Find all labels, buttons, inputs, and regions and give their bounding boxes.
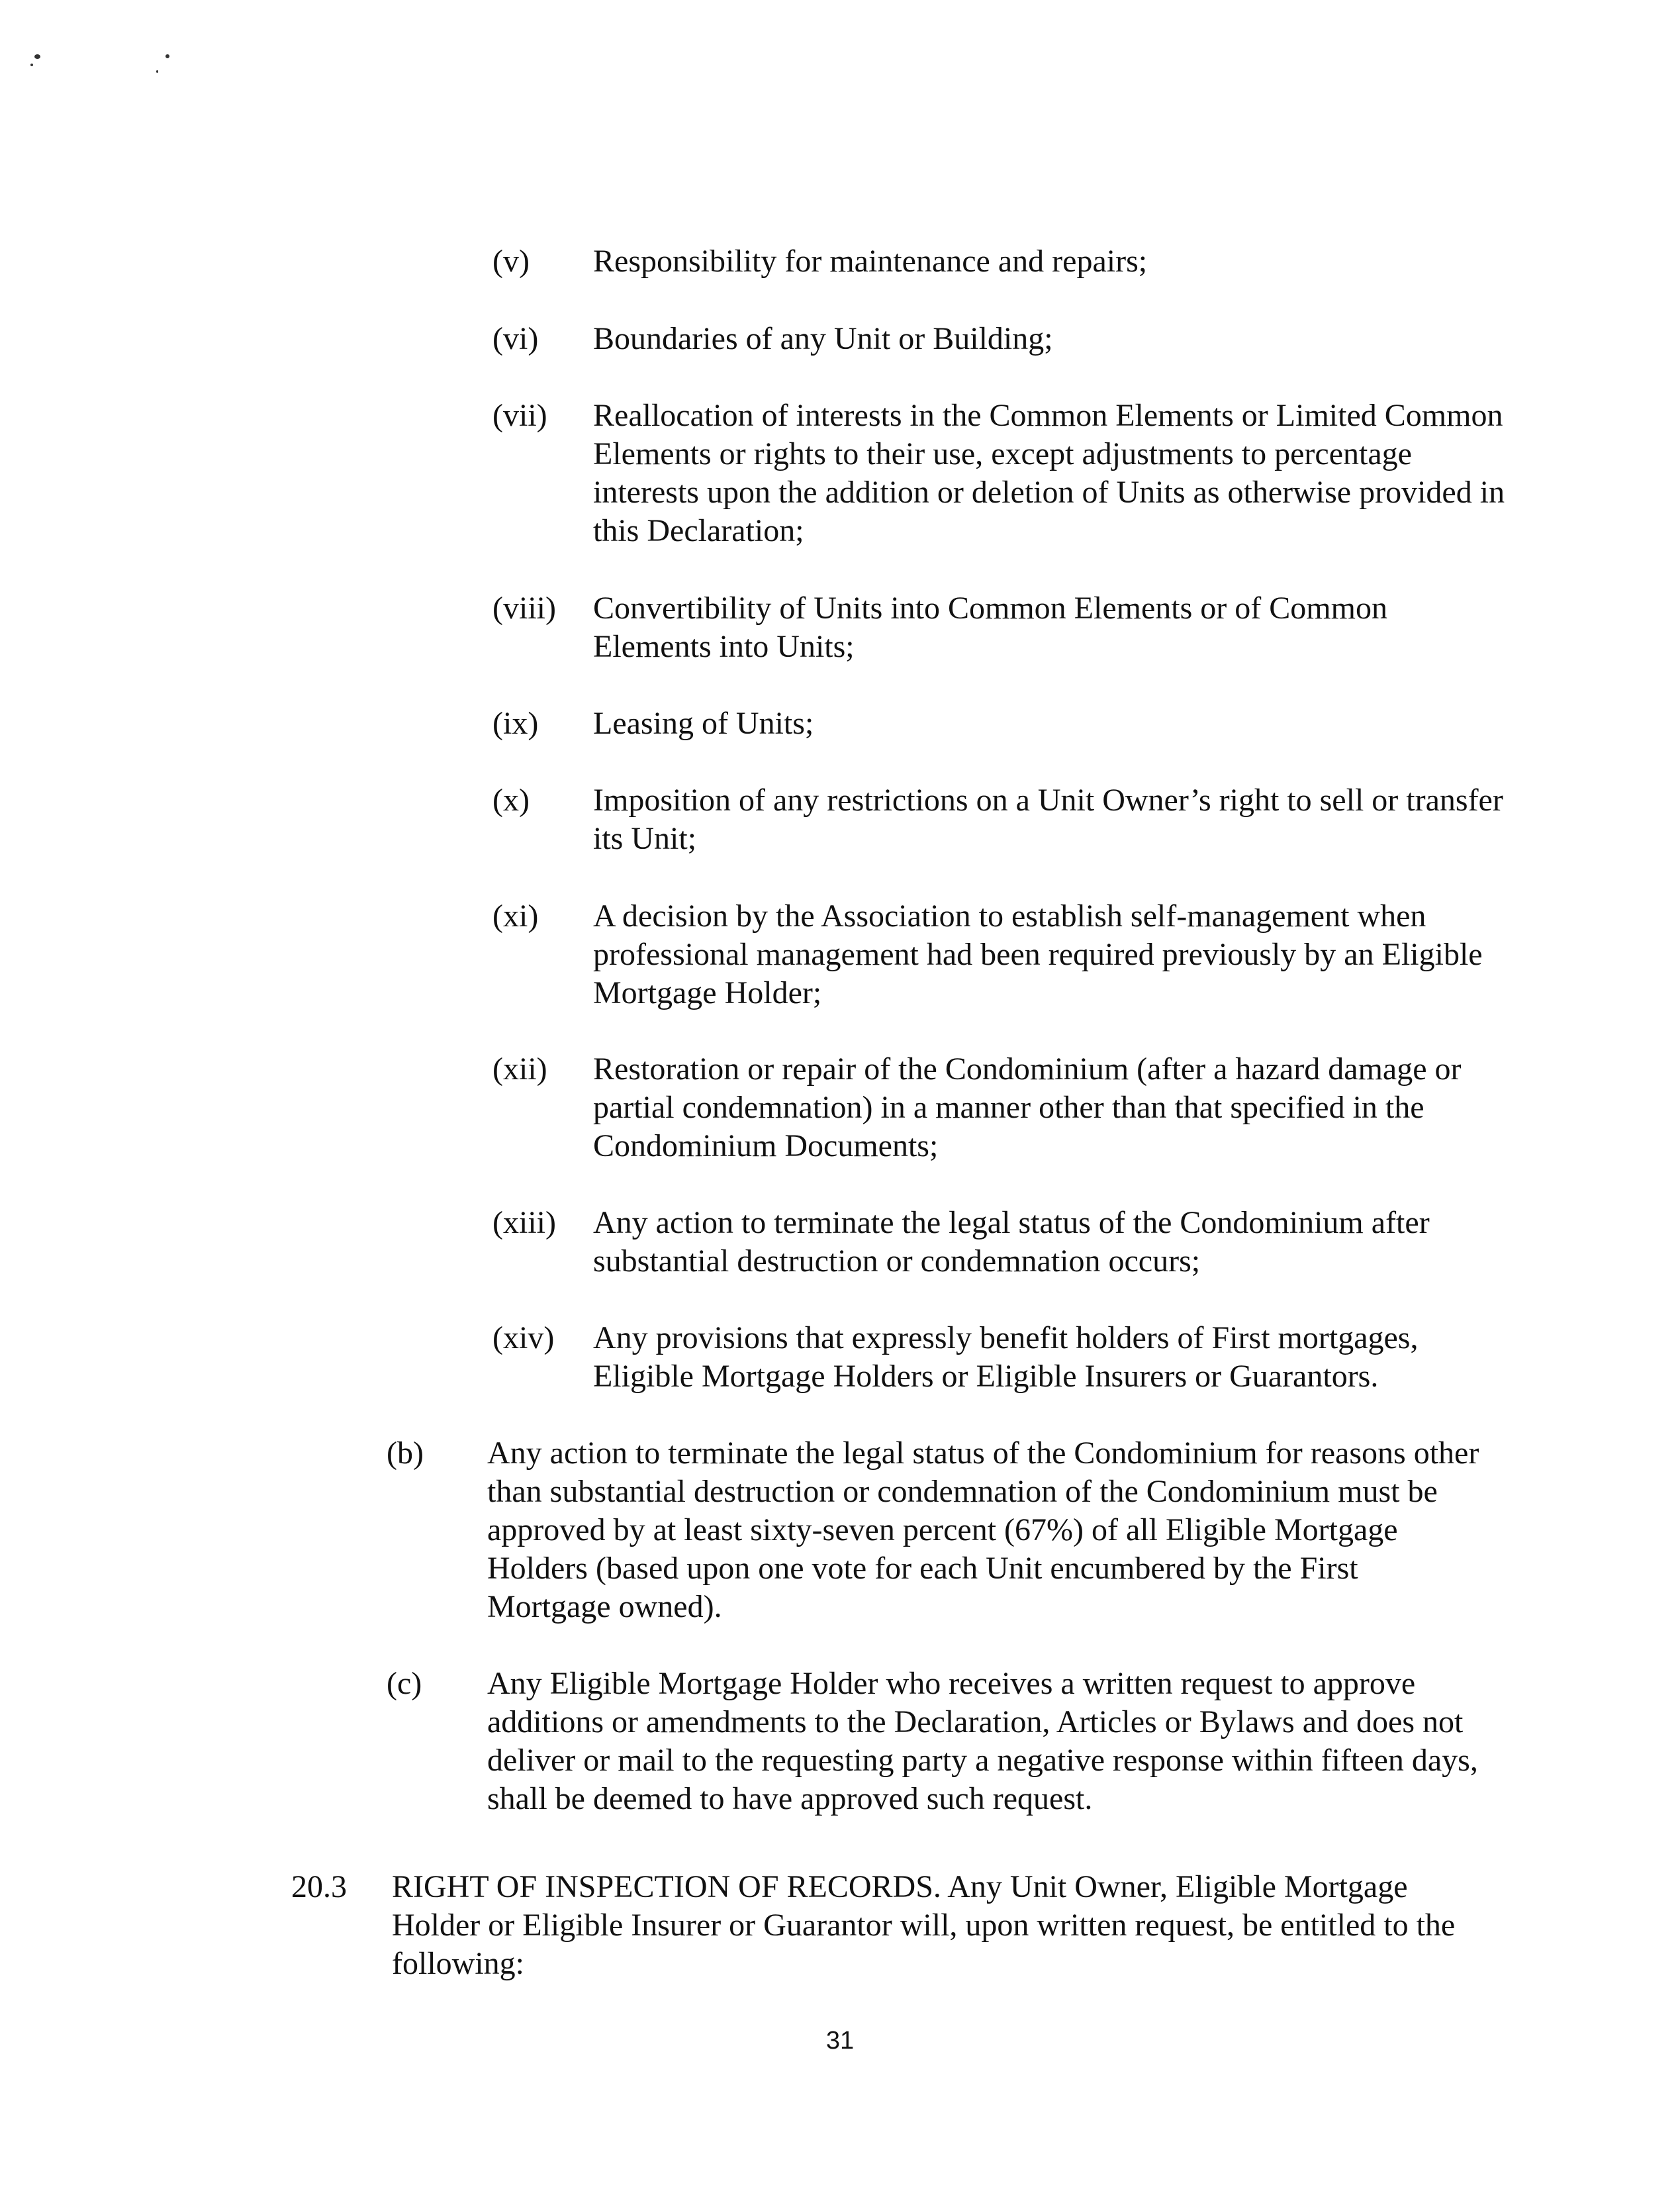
list-item-label: (vi) (492, 321, 539, 356)
list-item-text: Responsibility for maintenance and repairs; (593, 244, 1148, 279)
section-number: 20.3 (291, 1869, 347, 1904)
scan-speck (165, 54, 169, 58)
section-text: RIGHT OF INSPECTION OF RECORDS. Any Unit Owner, Eligible Mortgage Holder or Eligible Insurer or Guarantor will, upon written request, be entitled to the following: (392, 1869, 1456, 1981)
list-item-text: Any provisions that expressly benefit holders of First mortgages, Eligible Mortgage Holders or Eligible Insurers or Guarantors. (593, 1320, 1419, 1394)
list-item-text: Leasing of Units; (593, 706, 814, 741)
list-item-label: (viii) (492, 591, 556, 626)
list-item-text: Any action to terminate the legal status of the Condominium after substantial destruction or condemnation occurs; (593, 1205, 1430, 1279)
paragraph-label: (b) (387, 1436, 424, 1471)
list-item-text: A decision by the Association to establish self-management when professional management had been required previously by an Eligible Mortgage Holder; (593, 899, 1483, 1010)
paragraph-label: (c) (387, 1666, 422, 1701)
list-item-text: Restoration or repair of the Condominium (after a hazard damage or partial condemnation) in a manner other than that specified in the Condominium Documents; (593, 1051, 1462, 1163)
scan-speck (156, 70, 158, 73)
scan-speck (34, 54, 40, 59)
page-number: 31 (825, 2027, 855, 2055)
list-item-label: (xiii) (492, 1205, 556, 1240)
paragraph-text: Any action to terminate the legal status of the Condominium for reasons other than substantial destruction or condemnation of the Condominium must be approved by at least sixty-seven percent (67%) of all Eligible Mortgage Holders (based upon one vote for each Unit encumbered by the First Mortgage owned). (487, 1436, 1479, 1624)
list-item-label: (x) (492, 783, 530, 818)
list-item-label: (xiv) (492, 1320, 555, 1355)
list-item-text: Convertibility of Units into Common Elements or of Common Elements into Units; (593, 591, 1387, 664)
scan-speck (30, 64, 33, 66)
list-item-label: (xii) (492, 1051, 547, 1087)
paragraph-text: Any Eligible Mortgage Holder who receives a written request to approve additions or amendments to the Declaration, Articles or Bylaws and does not deliver or mail to the requesting party a negative response within fifteen days, shall be deemed to have approved such request. (487, 1666, 1478, 1816)
list-item-label: (vii) (492, 398, 547, 433)
list-item-text: Imposition of any restrictions on a Unit Owner’s right to sell or transfer its Unit; (593, 783, 1503, 856)
list-item-label: (xi) (492, 899, 539, 934)
list-item-label: (ix) (492, 706, 539, 741)
list-item-label: (v) (492, 244, 530, 279)
list-item-text: Reallocation of interests in the Common Elements or Limited Common Elements or rights to their use, except adjustments to percentage interests upon the addition or deletion of Units as otherwise provided in this Declaration; (593, 398, 1505, 548)
list-item-text: Boundaries of any Unit or Building; (593, 321, 1053, 356)
